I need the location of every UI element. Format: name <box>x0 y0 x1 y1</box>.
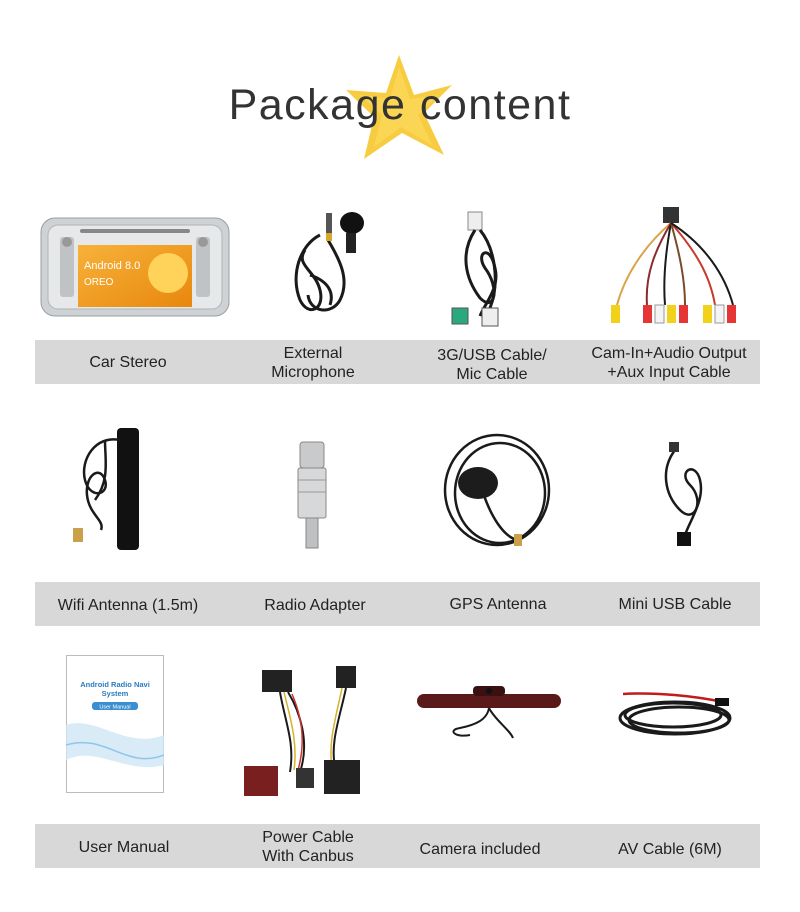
label-power-cable: Power Cable With Canbus <box>262 829 354 865</box>
audio-cable-image <box>605 205 745 330</box>
manual-title-2: System <box>101 689 129 698</box>
label-external-microphone: External Microphone <box>271 345 355 381</box>
car-stereo-image <box>40 215 230 320</box>
title-section <box>0 55 800 165</box>
usb-cable-image <box>440 208 530 333</box>
label-mini-usb-cable: Mini USB Cable <box>618 596 732 613</box>
screen-brand: Android 8.0 <box>84 260 141 272</box>
screen-name: OREO <box>84 277 114 288</box>
mini-usb-cable-image <box>655 440 715 550</box>
microphone-image <box>280 205 370 325</box>
page-title: Package content <box>228 81 572 129</box>
label-user-manual: User Manual <box>78 839 170 856</box>
label-audio-cable: Cam-In+Audio Output +Aux Input Cable <box>591 345 747 381</box>
av-cable-image <box>615 682 745 744</box>
label-usb-cable: 3G/USB Cable/ Mic Cable <box>437 347 547 383</box>
camera-image <box>415 680 563 745</box>
label-av-cable: AV Cable (6M) <box>618 841 722 858</box>
label-car-stereo: Car Stereo <box>89 354 167 371</box>
label-gps-antenna: GPS Antenna <box>449 596 547 613</box>
radio-adapter-image <box>292 440 332 555</box>
label-wifi-antenna: Wifi Antenna (1.5m) <box>57 597 199 614</box>
manual-title-1: Android Radio Navi <box>80 680 150 689</box>
label-radio-adapter: Radio Adapter <box>264 597 366 614</box>
manual-button: User Manual <box>99 704 131 711</box>
gps-antenna-image <box>440 428 555 558</box>
power-cable-image <box>240 662 380 802</box>
wifi-antenna-image <box>65 420 155 560</box>
user-manual-image <box>66 655 164 793</box>
label-camera: Camera included <box>419 841 541 858</box>
